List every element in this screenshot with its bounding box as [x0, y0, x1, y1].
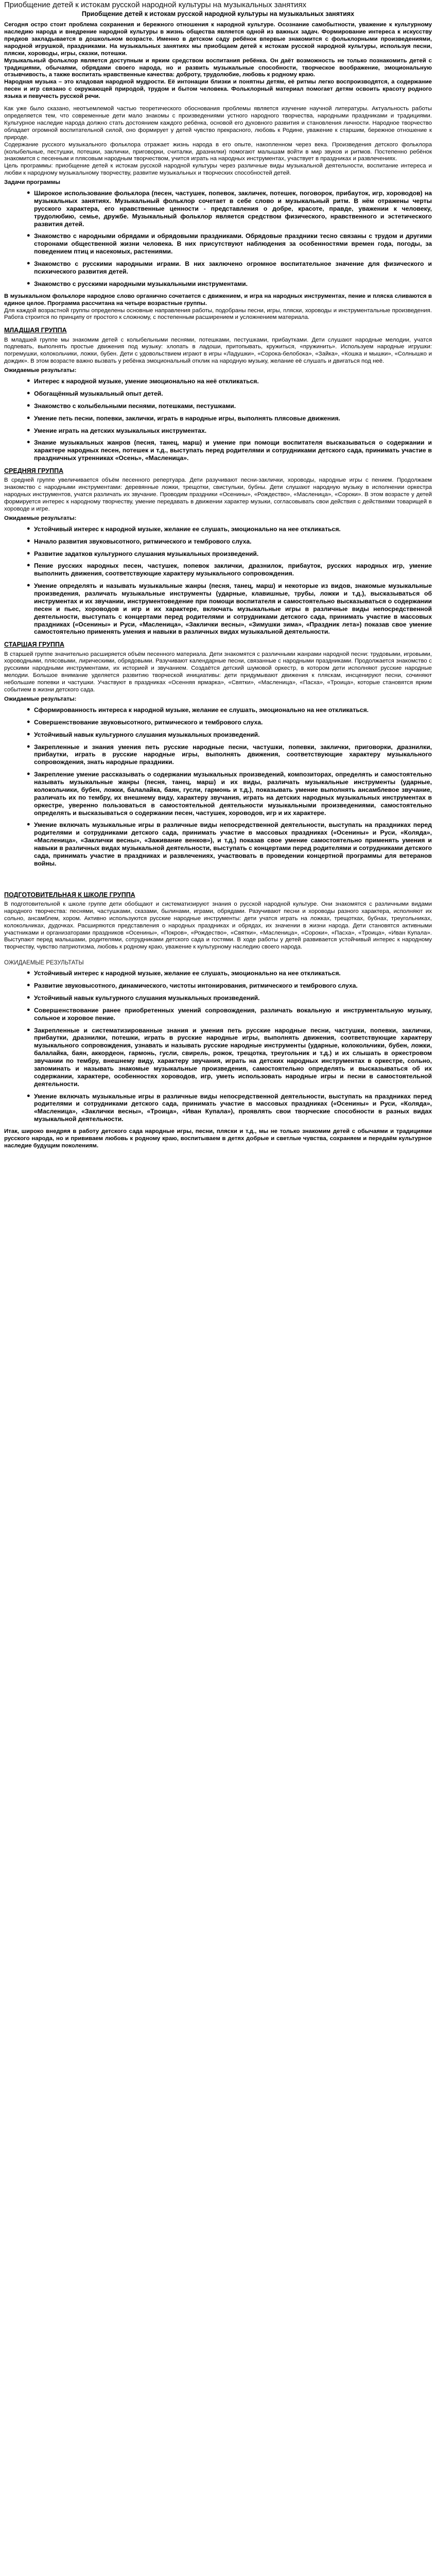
section-text: В средней группе увеличивается объём песенного репертуара. Дети разучивают песни-заклички, хороводы, народные игры с пением. Продолжаем знакомство с народными инструментами: деревянные ложки, трещотки, свистульки, бубны. Дети слушают народную музыку в исполнении оркестра народных инструментов, учатся различать их звучание. Проводим праздники «Осенины», «Рождество», «Масленица», «Сороки». В этом возрасте у детей формируется интерес к народному творчеству, умение передавать в движении характер музыки, согласовывать свои действия с действиями товарищей в хороводе и игре.	[4, 477, 432, 512]
bullet-icon: ●	[27, 706, 30, 713]
list-item-text: Устойчивый навык культурного слушания музыкальных произведений.	[34, 994, 260, 1002]
expected-list	[4, 378, 432, 462]
expected-heading: Ожидаемые результаты:	[4, 696, 77, 702]
bullet-icon: ●	[27, 414, 30, 421]
expected-list	[4, 706, 432, 868]
bullet-icon: ●	[27, 232, 30, 239]
section-heading: МЛАДШАЯ ГРУППА	[4, 327, 67, 334]
section-heading: СРЕДНЯЯ ГРУППА	[4, 467, 64, 475]
section-heading: СТАРШАЯ ГРУППА	[4, 641, 65, 649]
list-item	[4, 190, 432, 228]
list-item-text: Сформированность интереса к народной музыке, желание ее слушать, эмоционально на нее откликаться.	[34, 706, 369, 714]
list-item-text: Широкое использование фольклора (песен, частушек, попевок, закличек, потешек, поговорок, прибауток, игр, хороводов) на музыкальных занятиях. Музыкальный фольклор сочетает в себе слово и музыкальный ритм. В нём отражены черты русского характера, его нравственные ценности - представления о добре, красоте, правде, уважении к человеку, трудолюбию, семье, дружбе. Музыкальный фольклор является средством физического, нравственного и эстетического развития детей.	[34, 190, 432, 228]
list-item-text: Знакомство с русскими народными играми. В них заключено огромное воспитательное значение для физического и психического развития детей.	[34, 260, 432, 275]
list-item-text: Развитие задатков культурного слушания музыкальных произведений.	[34, 550, 259, 557]
bullet-icon: ●	[27, 1026, 30, 1033]
list-item-text: Умение петь песни, попевки, заклички, играть в народные игры, выполнять плясовые движения.	[34, 414, 340, 422]
list-item-text: Умение включать музыкальные игры в различные виды непосредственной деятельности, выступать на праздниках перед родителями и сотрудниками детского сада, принимать участие в массовых праздниках («Осенины» и Руси, «Коляда», «Масленица», «Заклички весны», «Троица», «Иван Купала»), проявлять свои творческие способности в разных видах музыкальной деятельности.	[34, 1092, 432, 1123]
spacer	[4, 873, 432, 886]
list-item-text: Закрепленные и систематизированные знания и умения петь русские народные песни, частушки, попевки, заклички, прибаутки, дразнилки, потешки, играть в русские народные игры, выполнять движения, соответствующие характеру музыкального сопровождения, узнавать и называть русские народные инструменты (ударные, колокольчики, бубен, ложки, балалайка, баян, аккордеон, гармонь, гусли, свирель, рожок, трещотка, треугольник и т.д.) и их слышать в оркестровом звучании по тембру, внешнему виду, характеру звучания, играть на детских народных инструментах в оркестре, сольно, запоминать и называть знакомые музыкальные произведения, самостоятельно определять и высказываться об их содержании, характере, особенностях хороводов, игр, уметь использовать народные игры и песни в самостоятельной деятельности.	[34, 1026, 432, 1088]
list-item	[4, 771, 432, 817]
middle-group-section	[4, 467, 432, 636]
list-item-text: Устойчивый интерес к народной музыке, желание ее слушать, эмоционально на нее откликаться.	[34, 970, 341, 977]
bullet-icon: ●	[27, 994, 30, 1001]
list-item	[4, 280, 432, 288]
section-heading: ПОДГОТОВИТЕЛЬНАЯ К ШКОЛЕ ГРУППА	[4, 891, 135, 899]
document-page	[0, 0, 436, 1150]
list-item-text: Пение русских народных песен, частушек, попевок заклички, дразнилок, прибауток, русских народных игр, умение выполнить движения, соответствующие характеру музыкального сопровождения.	[34, 562, 432, 578]
bullet-icon: ●	[27, 731, 30, 737]
list-item-text: Закрепление умение рассказывать о содержании музыкальных произведений, композиторах, определять и самостоятельно называть музыкальные жанры (песня, танец, марш) и их виды, различать музыкальные инструменты (ударные, колокольчики, бубен, ложки, балалайка, баян, гусли, гармонь и т.д.), показывать умение выполнять ансамблевое звучание, различать их по тембру, их внешнему виду, характеру звучания, играть на детских народных музыкальных инструментах в оркестре, уверенно пользоваться в самостоятельной деятельности музыкальными произведениями, самостоятельно определять и высказываться о содержании песен, частушек, хороводов, игр и их характере.	[34, 771, 432, 817]
bullet-icon: ●	[27, 550, 30, 556]
section-text: В младшей группе мы знакомим детей с колыбельными песнями, потешками, пестушками, прибаутками. Дети слушают народные мелодии, учатся подпевать, выполнять простые движения под музыку: хлопать в ладоши, притопывать, кружиться, «пружинить». Используем народные игрушки: погремушки, колокольчики, ложки, бубен. Дети с удовольствием играют в игры «Ладушки», «Сорока-белобока», «Зайка», «Кошка и мышки», «Солнышко и дождик». В этом возрасте важно вызвать у ребёнка эмоциональный отклик на народную музыку, желание её слушать и двигаться под неё.	[4, 336, 432, 365]
list-item	[4, 582, 432, 636]
list-item	[4, 550, 432, 558]
list-item	[4, 415, 432, 422]
list-item-text: Знакомство с колыбельными песнями, потешками, пестушками.	[34, 402, 236, 410]
list-item-text: Развитие звуковысотного, динамического, чистоты интонирования, ритмического и тембрового слуха.	[34, 982, 358, 990]
junior-group-section	[4, 327, 432, 462]
list-item	[4, 1007, 432, 1022]
expected-heading: Ожидаемые результаты:	[4, 367, 77, 374]
list-item-text: Умение играть на детских музыкальных инструментах.	[34, 427, 207, 434]
middle-text-block	[4, 293, 432, 322]
list-item	[4, 427, 432, 435]
list-item	[4, 526, 432, 533]
bullet-icon: ●	[27, 718, 30, 725]
body-paragraph: Как уже было сказано, неотъемлемой частью теоретического обоснования проблемы является изучение научной литературы. Актуальность работы определяется тем, что современные дети мало знакомы с произведениями устного народного творчества, народными праздниками и традициями. Культурное наследие народа должно стать достоянием каждого ребёнка, основой его духовного развития и становления личности. Народное творчество обладает огромной воспитательной силой, оно формирует у детей чувство прекрасного, любовь к Родине, уважение к старшим, бережное отношение к природе.	[4, 106, 432, 141]
list-item	[4, 538, 432, 546]
bullet-icon: ●	[27, 1092, 30, 1099]
section-text: В старшей группе значительно расширяется объём песенного материала. Дети знакомятся с различными жанрами народной песни: трудовыми, игровыми, хороводными, плясовыми, лирическими, обрядовыми. Разучивают календарные песни, связанные с народными праздниками. Продолжается знакомство с русскими народными инструментами, их историей и звучанием. Создаётся детский шумовой оркестр, в котором дети исполняют русские народные мелодии. Большое внимание уделяется развитию творческой инициативы: дети придумывают движения к пляскам, инсценируют песни, сочиняют небольшие попевки и частушки. Участвуют в праздниках «Осенняя ярмарка», «Святки», «Масленица», «Пасха», «Троица», которые становятся ярким событием в жизни детского сада.	[4, 651, 432, 693]
bullet-icon: ●	[27, 743, 30, 750]
list-item	[4, 731, 432, 739]
list-item-text: Интерес к народной музыке, умение эмоционально на неё откликаться.	[34, 378, 259, 385]
list-item-text: Начало развития звуковысотного, ритмического и тембрового слуха.	[34, 537, 252, 545]
tasks-heading: Задачи программы	[4, 179, 60, 186]
bullet-icon: ●	[27, 190, 30, 196]
bullet-icon: ●	[27, 402, 30, 409]
bullet-icon: ●	[27, 562, 30, 569]
bullet-icon: ●	[27, 389, 30, 396]
list-item	[4, 719, 432, 726]
intro-paragraph: Музыкальный фольклор является доступным и ярким средством воспитания ребёнка. Он даёт возможность не только познакомить детей с традициями, обычаями, обрядами своего народа, но и развить музыкальные способности, творческое воображение, эмоциональную отзывчивость, а также воспитать нравственные качества: доброту, трудолюбие, любовь к родному краю.	[4, 57, 432, 78]
list-item	[4, 994, 432, 1002]
final-paragraph: Итак, широко внедряя в работу детского сада народные игры, песни, пляски и т.д., мы не только знакомим детей с обычаями и традициями русского народа, но и прививаем любовь к родному краю, воспитываем в детях добрые и светлые чувства, сохраняем и передаём культурное наследие будущим поколениям.	[4, 1128, 432, 1149]
bullet-icon: ●	[27, 1006, 30, 1013]
bullet-icon: ●	[27, 582, 30, 589]
main-text-block	[4, 106, 432, 177]
tasks-list	[4, 190, 432, 288]
list-item	[4, 1027, 432, 1088]
list-item	[4, 402, 432, 410]
list-item-text: Обогащённый музыкальный опыт детей.	[34, 389, 163, 397]
bullet-icon: ●	[27, 537, 30, 544]
list-item	[4, 439, 432, 462]
prep-group-section	[4, 891, 432, 1150]
body-paragraph: Цель программы: приобщение детей к истокам русской народной культуры через различные виды музыкальной деятельности, воспитание интереса и любви к народному музыкальному творчеству, развитие музыкальных и творческих способностей детей.	[4, 163, 432, 177]
document-subtitle: Приобщение детей к истокам русской народной культуры на музыкальных занятиях	[81, 10, 355, 18]
list-item-text: Знание музыкальных жанров (песня, танец, марш) и умение при помощи воспитателя высказываться о содержании и характере народных песен, потешек и т.д., выступать перед родителями и сотрудниками детского сада, принимать участие в праздничных утренниках «Осень», «Масленица».	[34, 439, 432, 462]
expected-list	[4, 970, 432, 1123]
list-item-text: Закрепленные и знания умения петь русские народные песни, частушки, попевки, заклички, приговорки, дразнилки, прибаутки, играть в русские народные игры, выполнять движения, соответствующие характеру музыкального сопровождения, знать народные праздники.	[34, 743, 432, 766]
document-title: Приобщение детей к истокам русской народной культуры на музыкальных занятиях	[4, 1, 307, 9]
bullet-icon: ●	[27, 982, 30, 989]
list-item-text: Знакомство с русскими народными музыкальными инструментами.	[34, 280, 248, 287]
list-item	[4, 743, 432, 767]
list-item	[4, 232, 432, 256]
bullet-icon: ●	[27, 260, 30, 267]
section-text: В подготовительной к школе группе дети обобщают и систематизируют знания о русской народной культуре. Они знакомятся с различными видами народного творчества: песнями, частушками, сказами, былинами, играми, обрядами. Разучивают песни и хороводы разного характера, исполняют их сольно, ансамблем, хором. Активно используются русские народные инструменты: дети учатся играть на ложках, трещотках, бубнах, треугольниках, колокольчиках, дудочках. Расширяются представления о народных праздниках и обрядах, их значении в жизни народа. Дети становятся активными участниками и организаторами праздников «Осенины», «Покров», «Рождество», «Святки», «Масленица», «Сороки», «Пасха», «Троица», «Иван Купала». Выступают перед малышами, родителями, сотрудниками детского сада и гостями. В ходе работы у детей развивается устойчивый интерес к народному творчеству, чувство патриотизма, любовь к родному краю, уважение к культурному наследию своего народа.	[4, 901, 432, 951]
list-item-text: Умение определять и называть музыкальные жанры (песня, танец, марш) и некоторые из видов, знакомые музыкальные произведения, различать музыкальные инструменты (ударные, клавишные, трубы, ложки и т.д.), высказываться об инструментах и их звучании, инструментоведение при помощи воспитателя и самостоятельно высказываться о содержании песен и пьес, хороводов и игр и их характере, включать музыкальные игры в различные виды непосредственной деятельности, выступать с концертами перед родителями и сотрудниками детского сада, принимать участие в массовых праздниках («Осенины» и Руси, «Масленица», «Заклички весны», «Зимушки зима», «Праздник лета») показав свое умение самостоятельно применять умения и навыки в различных видах музыкальной деятельности.	[34, 582, 432, 636]
list-item-text: Знакомство с народными обрядами и обрядовыми праздниками. Обрядовые праздники тесно связаны с трудом и другими сторонами общественной жизни человека. В них присутствуют наблюдения за особенностями времен года, погоды, за поведением птиц и насекомых, растениями.	[34, 232, 432, 256]
list-item-text: Умение включать музыкальные игры в различные виды непосредственной деятельности, выступать на праздниках перед родителями и сотрудниками детского сада, принимать участие в массовых праздниках («Осенины» и Руси, «Коляда», «Масленица», «Заклички весны», «Заживание венков»), и т.д.) показав свое умение самостоятельно применять умения и навыки в различных видах музыкальной деятельности, выступать с концертами перед родителями и сотрудниками детского сада, принимать участие в праздниках и развлечениях, участвовать в проведении концертной программы для ветеранов войны.	[34, 821, 432, 867]
list-item	[4, 821, 432, 867]
bullet-icon: ●	[27, 821, 30, 828]
body-paragraph: В музыкальном фольклоре народное слово органично сочетается с движением, и игра на народных инструментах, пение и пляска сливаются в единое целое. Программа рассчитана на четыре возрастные группы.	[4, 293, 432, 307]
body-paragraph: Для каждой возрастной группы определены основные направления работы, подобраны песни, игры, пляски, хороводы и инструментальные произведения. Работа строится по принципу от простого к сложному, с постепенным расширением и усложнением материала.	[4, 307, 432, 321]
list-item	[4, 982, 432, 990]
senior-group-section	[4, 641, 432, 867]
list-item	[4, 390, 432, 398]
bullet-icon: ●	[27, 427, 30, 433]
bullet-icon: ●	[27, 280, 30, 286]
bullet-icon: ●	[27, 771, 30, 777]
list-item	[4, 562, 432, 578]
list-item	[4, 260, 432, 276]
intro-paragraph: Сегодня остро стоит проблема сохранения и бережного отношения к народной культуре. Осознание самобытности, уважение к культурному наследию народа и внедрение народной культуры в жизнь общества является одной из важных задач. Формирование интереса к искусству предков закладывается в дошкольном возрасте. Именно в детском саду ребёнок впервые знакомится с фольклорными произведениями, народной игрушкой, праздниками. На музыкальных занятиях мы приобщаем детей к истокам русской народной культуры, используя песни, пляски, хороводы, игры, сказки, потешки.	[4, 22, 432, 57]
list-item-text: Совершенствование ранее приобретенных умений сопровождения, различать вокальную и инструментальную музыку, сольное и хоровое пение.	[34, 1006, 432, 1022]
intro-block	[4, 22, 432, 100]
bullet-icon: ●	[27, 970, 30, 976]
list-item	[4, 1093, 432, 1124]
expected-heading: Ожидаемые результаты:	[4, 515, 77, 521]
expected-list	[4, 526, 432, 636]
bullet-icon: ●	[27, 525, 30, 532]
list-item-text: Устойчивый интерес к народной музыке, желание ее слушать, эмоционально на нее откликаться.	[34, 525, 341, 533]
list-item	[4, 378, 432, 385]
list-item	[4, 706, 432, 714]
body-paragraph: Содержание русского музыкального фольклора отражает жизнь народа в его опыте, накопленном через века. Произведения детского фольклора (колыбельные, пестушки, потешки, заклички, приговорки, считалки, дразнилки) помогают малышам войти в мир звуков и ритмов. Постепенно ребёнок знакомится с песенным и плясовым народным творчеством, учится играть на народных инструментах, участвует в праздниках и развлечениях.	[4, 141, 432, 162]
list-item-text: Совершенствование звуковысотного, ритмического и тембрового слуха.	[34, 718, 263, 726]
expected-heading: ОЖИДАЕМЫЕ РЕЗУЛЬТАТЫ	[4, 960, 84, 967]
bullet-icon: ●	[27, 378, 30, 384]
list-item-text: Устойчивый навык культурного слушания музыкальных произведений.	[34, 731, 260, 738]
list-item	[4, 970, 432, 977]
bullet-icon: ●	[27, 439, 30, 446]
intro-paragraph: Народная музыка – это кладовая народной мудрости. Её интонации близки и понятны детям, её ритмы легко воспроизводятся, а содержание песен и игр связано с окружающей природой, трудом и бытом человека. Фольклорный материал помогает детям освоить красоту родного языка и певучесть русской речи.	[4, 79, 432, 100]
